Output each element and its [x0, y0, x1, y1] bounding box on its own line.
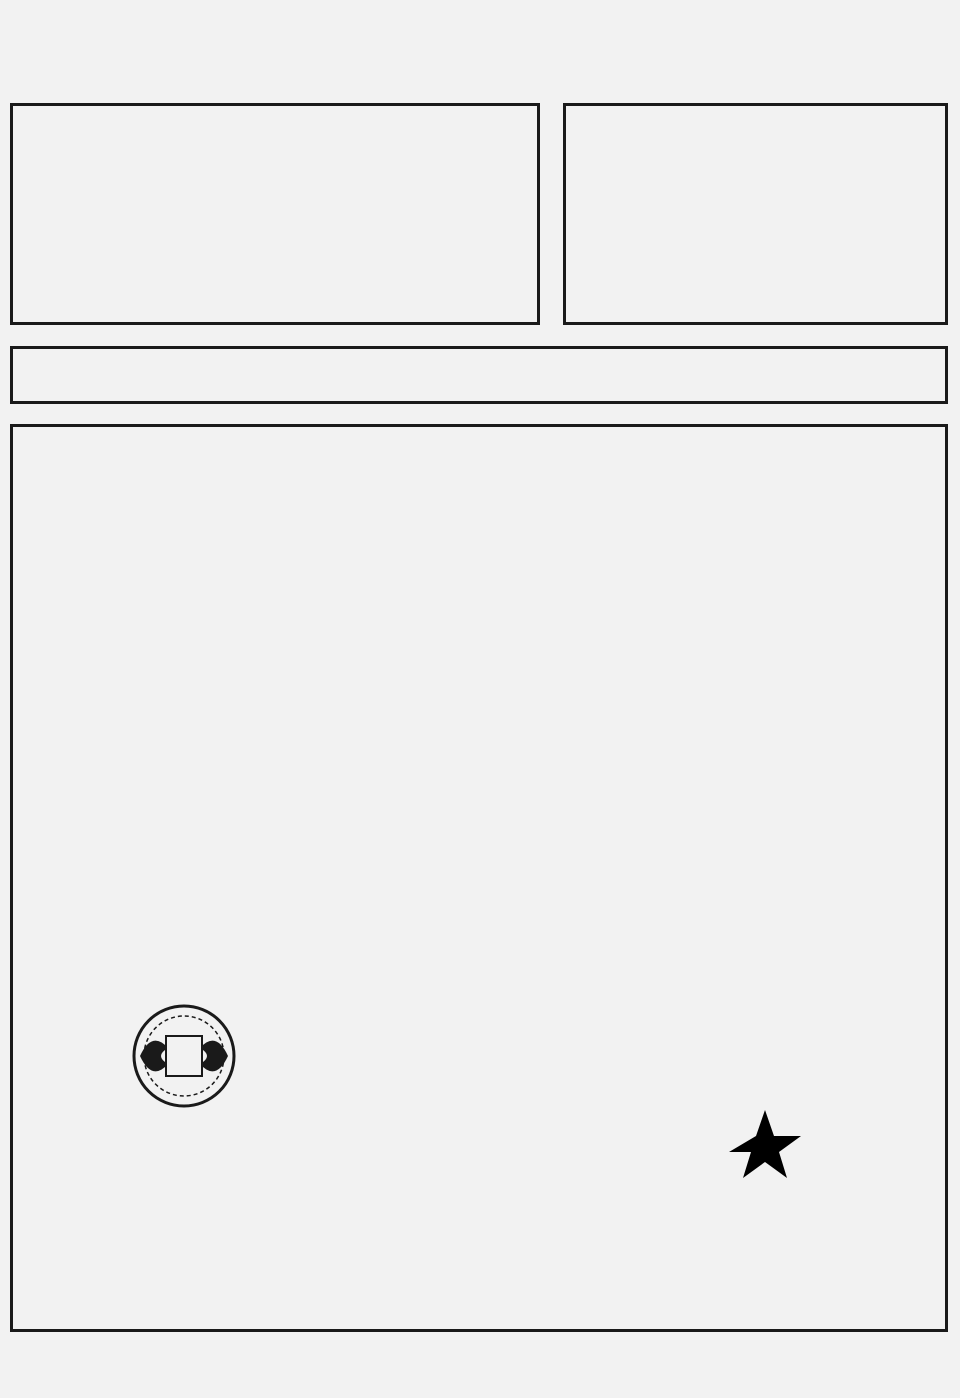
recipient-box: [10, 103, 540, 325]
barcode: [632, 58, 942, 90]
official-seal: [650, 1032, 880, 1262]
application-info-box: [10, 346, 948, 404]
trademark-logo: [132, 1000, 244, 1112]
document-number-box: [563, 103, 948, 325]
